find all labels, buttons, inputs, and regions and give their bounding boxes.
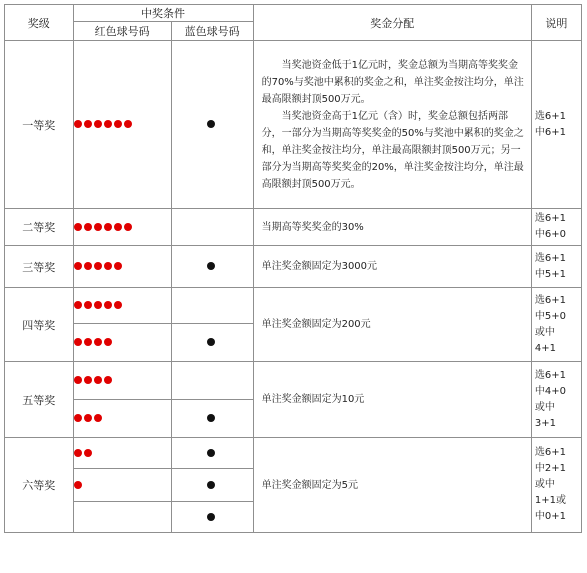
header-condition: 中奖条件 <box>73 5 253 22</box>
red-ball-icon <box>84 120 92 128</box>
red-ball-icon <box>104 301 112 309</box>
red-ball-icon <box>84 262 92 270</box>
red-ball-icon <box>74 223 82 231</box>
note-line: 中5+0 <box>534 310 566 322</box>
blue-ball-cell <box>171 469 253 502</box>
red-ball-icon <box>114 120 122 128</box>
red-ball-cell <box>73 502 171 533</box>
red-ball-icon <box>74 338 82 346</box>
note-line: 中6+1 <box>534 126 566 138</box>
note-line: 中4+0 <box>534 385 566 397</box>
red-ball-icon <box>104 223 112 231</box>
table-row <box>5 362 582 400</box>
allocation-text: 当奖池资金低于1亿元时，奖金总额为当期高等奖奖金的70%与奖池中累积的奖金之和，单注奖金按注均分，单注最高限额封顶500万元。 <box>261 59 524 105</box>
blue-ball-icon <box>207 481 215 489</box>
red-ball-icon <box>74 376 82 384</box>
red-ball-icon <box>104 376 112 384</box>
allocation-text: 单注奖金额固定为10元 <box>261 394 365 405</box>
red-ball-cell <box>73 288 171 324</box>
allocation-cell <box>253 246 531 288</box>
red-ball-icon <box>74 449 82 457</box>
header-level: 奖级 <box>5 5 74 41</box>
red-ball-icon <box>94 223 102 231</box>
allocation-text: 当奖池资金高于1亿元（含）时，奖金总额包括两部分，一部分为当期高等奖奖金的50%与奖池中累积的奖金之和，单注奖金按注均分，单注最高限额封顶500万元；另一部分为当期高等奖奖金的20%，单注奖金按注均分，单注最高限额封顶500万元。 <box>261 110 524 190</box>
prize-table <box>4 4 582 533</box>
red-ball-icon <box>94 262 102 270</box>
red-ball-icon <box>74 262 82 270</box>
prize-level <box>5 246 74 288</box>
red-ball-cell <box>73 246 171 288</box>
red-ball-icon <box>114 301 122 309</box>
header-note: 说明 <box>531 5 581 41</box>
note-line: 3+1 <box>534 417 556 429</box>
header-allocation: 奖金分配 <box>253 5 531 41</box>
allocation-text: 单注奖金额固定为3000元 <box>261 261 378 272</box>
prize-level-label: 二等奖 <box>22 221 56 234</box>
red-ball-icon <box>94 376 102 384</box>
blue-ball-cell <box>171 502 253 533</box>
note-cell <box>531 246 581 288</box>
note-line: 选6+1 <box>534 369 566 381</box>
note-line: 1+1或 <box>534 495 566 506</box>
blue-ball-icon <box>207 414 215 422</box>
allocation-cell <box>253 288 531 362</box>
table-row <box>5 246 582 288</box>
note-cell <box>531 362 581 438</box>
red-ball-icon <box>84 223 92 231</box>
red-ball-cell <box>73 324 171 362</box>
note-line: 或中 <box>534 401 555 413</box>
blue-ball-cell <box>171 438 253 469</box>
table-row <box>5 41 582 209</box>
table-row <box>5 438 582 469</box>
note-line: 中0+1 <box>534 511 566 522</box>
note-line: 选6+1 <box>534 447 566 458</box>
note-line: 选6+1 <box>534 294 566 306</box>
blue-ball-cell <box>171 288 253 324</box>
prize-level <box>5 209 74 246</box>
table-row <box>5 209 582 246</box>
red-ball-icon <box>74 414 82 422</box>
blue-ball-icon <box>207 449 215 457</box>
allocation-text: 单注奖金额固定为200元 <box>261 319 371 330</box>
prize-level <box>5 41 74 209</box>
red-ball-icon <box>114 223 122 231</box>
note-line: 中6+0 <box>534 229 566 240</box>
blue-ball-icon <box>207 338 215 346</box>
red-ball-icon <box>104 338 112 346</box>
allocation-cell <box>253 41 531 209</box>
prize-level-label: 三等奖 <box>22 260 56 274</box>
red-ball-icon <box>74 481 82 489</box>
red-ball-icon <box>94 338 102 346</box>
red-ball-icon <box>74 120 82 128</box>
allocation-cell <box>253 209 531 246</box>
header-blue-balls: 蓝色球号码 <box>171 22 253 41</box>
red-ball-icon <box>84 414 92 422</box>
red-ball-icon <box>94 301 102 309</box>
red-ball-cell <box>73 41 171 209</box>
red-ball-cell <box>73 469 171 502</box>
red-ball-icon <box>124 223 132 231</box>
red-ball-icon <box>104 262 112 270</box>
prize-level <box>5 438 74 533</box>
red-ball-cell <box>73 362 171 400</box>
note-cell <box>531 209 581 246</box>
red-ball-icon <box>104 120 112 128</box>
red-ball-icon <box>84 301 92 309</box>
allocation-text: 当期高等奖奖金的30% <box>261 221 364 233</box>
note-line: 或中 <box>534 479 555 490</box>
prize-level-label: 四等奖 <box>22 318 56 332</box>
red-ball-icon <box>114 262 122 270</box>
prize-level-label: 六等奖 <box>22 479 56 492</box>
note-line: 中5+1 <box>534 268 566 280</box>
allocation-text: 单注奖金额固定为5元 <box>261 479 358 491</box>
red-ball-icon <box>84 338 92 346</box>
note-cell <box>531 438 581 533</box>
red-ball-icon <box>84 449 92 457</box>
prize-table-container <box>4 4 582 533</box>
note-line: 中2+1 <box>534 463 566 474</box>
allocation-cell <box>253 362 531 438</box>
header-red-balls: 红色球号码 <box>73 22 171 41</box>
allocation-cell <box>253 438 531 533</box>
blue-ball-cell <box>171 209 253 246</box>
prize-table-body <box>5 41 582 533</box>
red-ball-icon <box>124 120 132 128</box>
red-ball-cell <box>73 400 171 438</box>
red-ball-icon <box>94 414 102 422</box>
blue-ball-cell <box>171 41 253 209</box>
note-cell <box>531 288 581 362</box>
blue-ball-cell <box>171 362 253 400</box>
note-line: 选6+1 <box>534 110 566 122</box>
red-ball-cell <box>73 209 171 246</box>
blue-ball-icon <box>207 120 215 128</box>
red-ball-icon <box>74 301 82 309</box>
note-line: 选6+1 <box>534 213 566 224</box>
note-line: 或中 <box>534 326 555 338</box>
prize-level-label: 一等奖 <box>22 118 56 132</box>
red-ball-icon <box>84 376 92 384</box>
prize-level <box>5 288 74 362</box>
note-cell <box>531 41 581 209</box>
prize-level-label: 五等奖 <box>22 393 56 407</box>
red-ball-icon <box>94 120 102 128</box>
table-row <box>5 288 582 324</box>
note-line: 选6+1 <box>534 252 566 264</box>
blue-ball-icon <box>207 262 215 270</box>
blue-ball-cell <box>171 400 253 438</box>
note-line: 4+1 <box>534 342 556 354</box>
blue-ball-cell <box>171 324 253 362</box>
blue-ball-icon <box>207 513 215 521</box>
blue-ball-cell <box>171 246 253 288</box>
prize-level <box>5 362 74 438</box>
red-ball-cell <box>73 438 171 469</box>
